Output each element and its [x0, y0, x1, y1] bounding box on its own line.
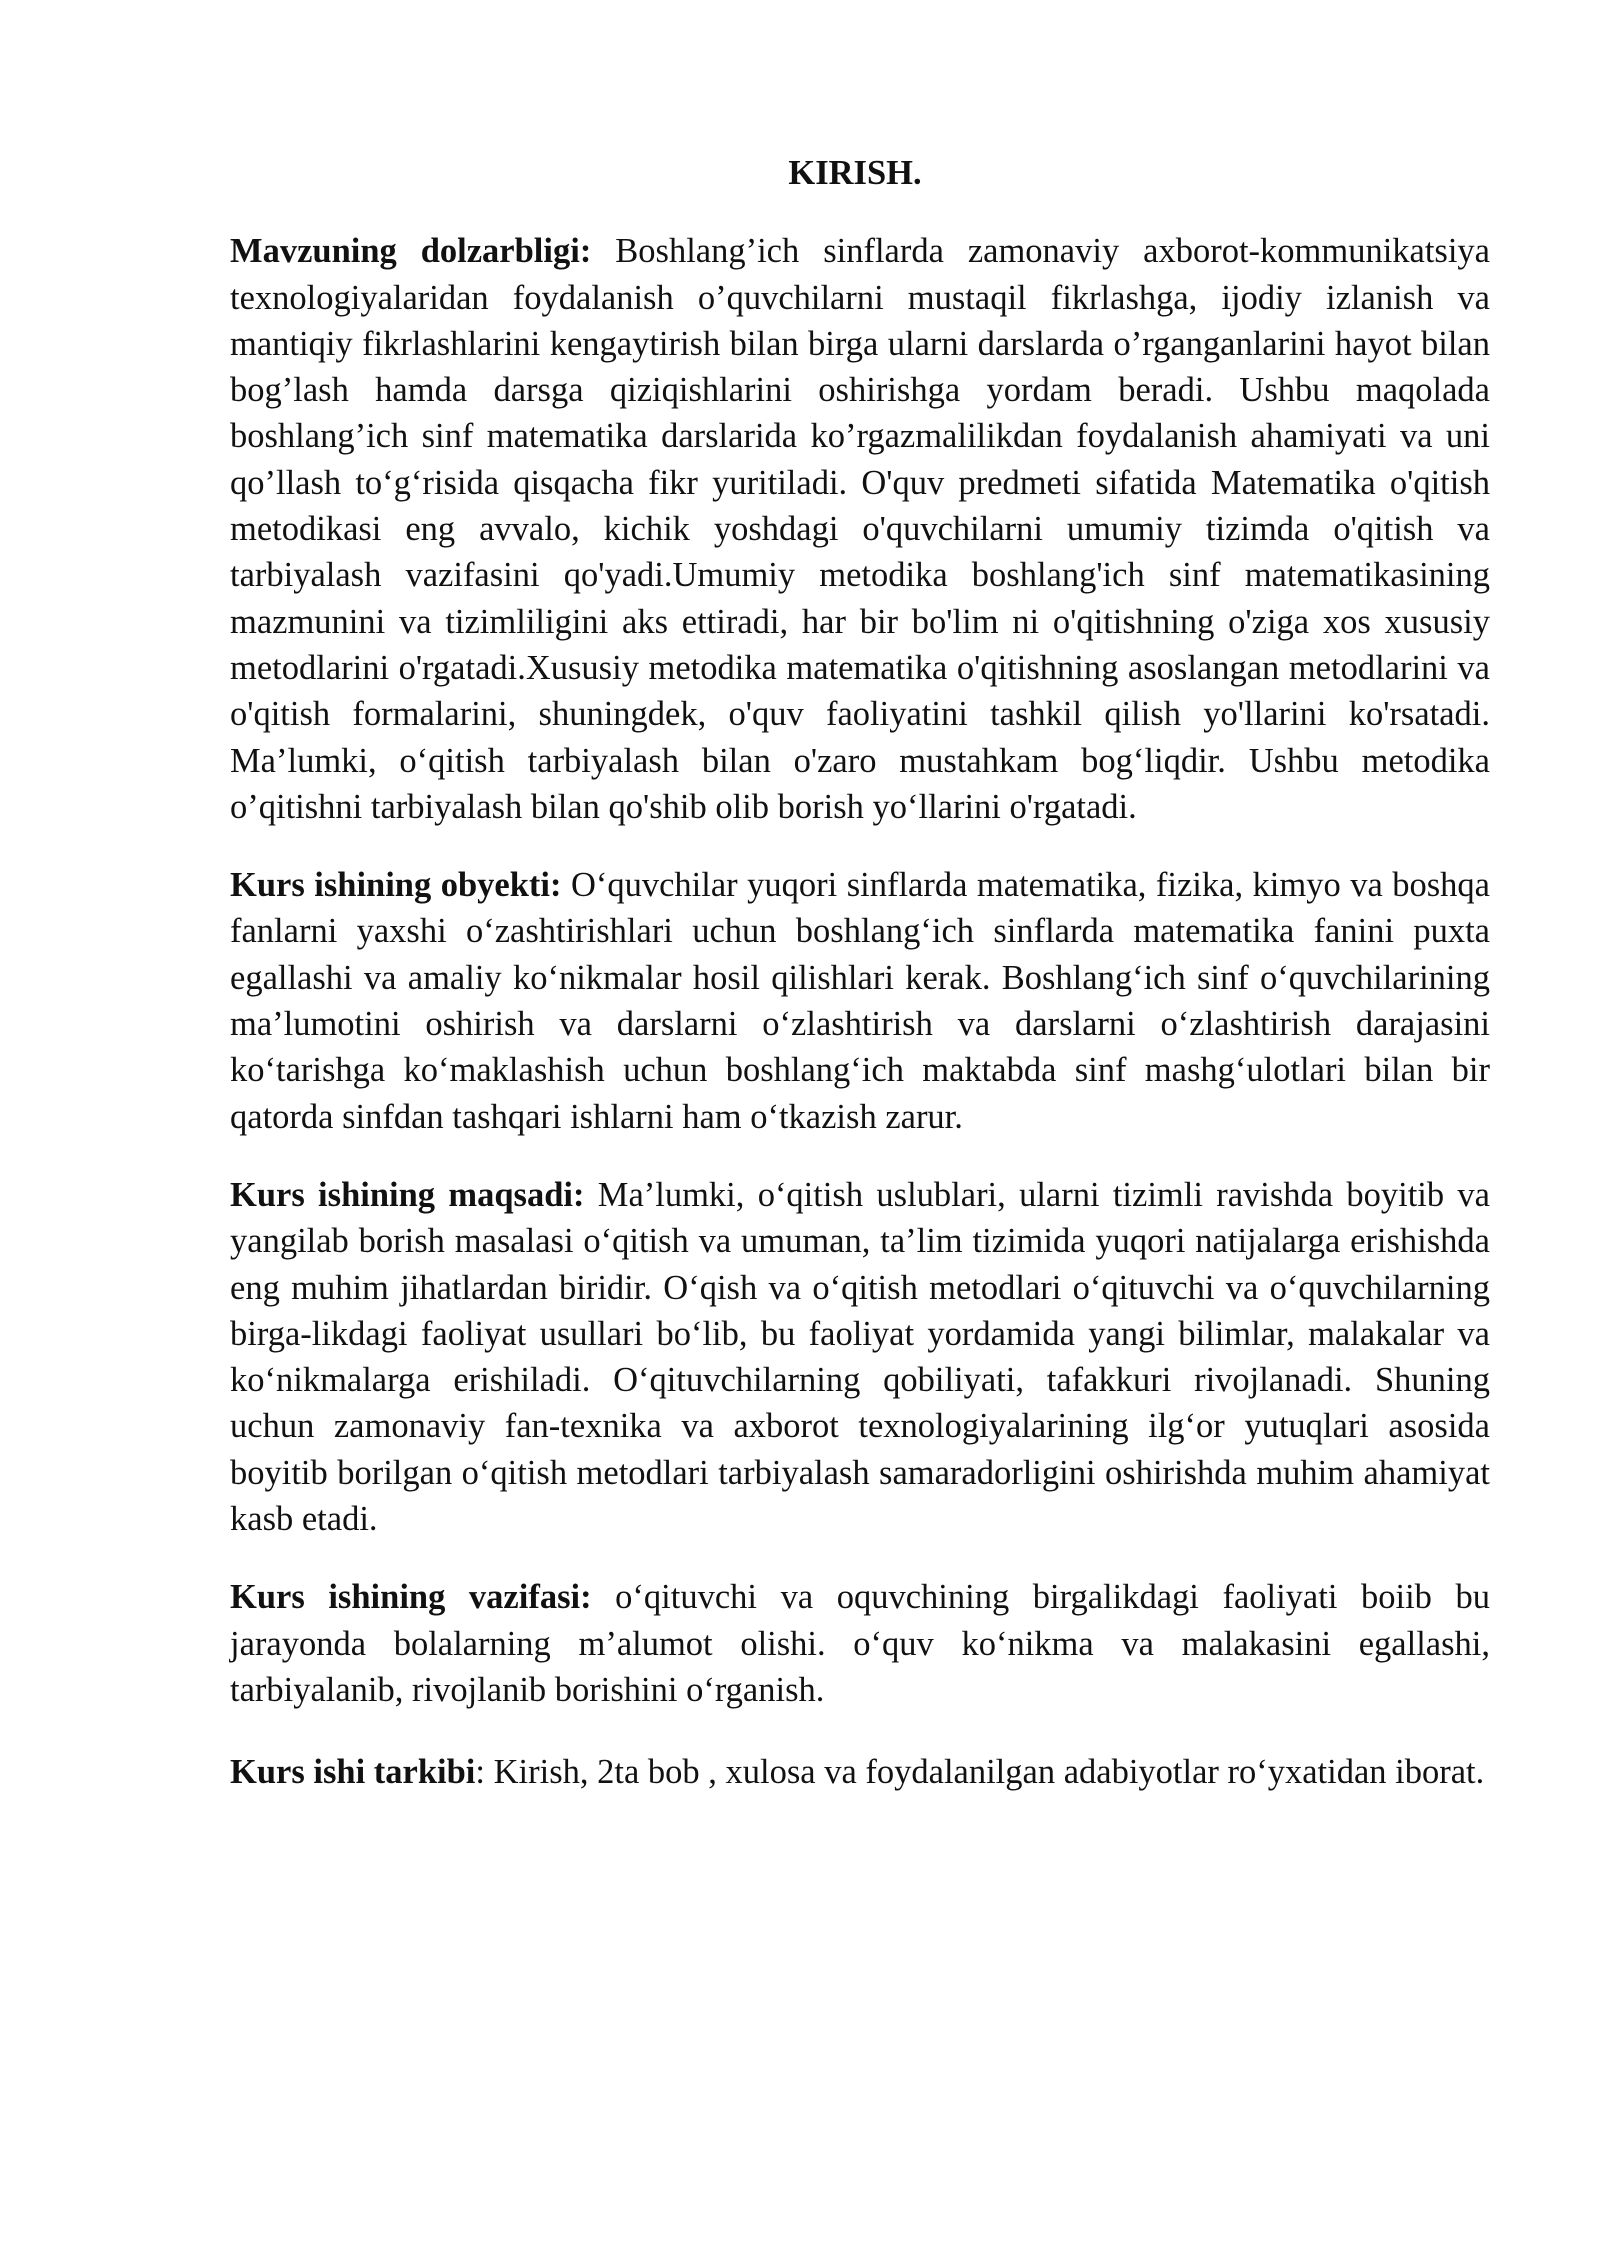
section-object — [230, 862, 1490, 1140]
document-page — [230, 150, 1490, 1837]
section-label: Kurs ishining obyekti: — [230, 866, 562, 905]
section-text: : Kirish, 2ta bob , xulosa va foydalanilgan adabiyotlar ro‘yxatidan iborat. — [475, 1753, 1485, 1792]
section-text: O‘quvchilar yuqori sinflarda matematika, fizika, kimyo va boshqa fanlarni yaxshi o‘zashtirishlari uchun boshlang‘ich sinflarda matematika fanini puxta egallashi va amaliy ko‘nikmalar hosil qilishlari kerak. Boshlang‘ich sinf o‘quvchilarining ma’lumotini oshirish va darslarni o‘zlashtirish va darslarni o‘zlashtirish darajasini ko‘tarishga ko‘maklashish uchun boshlang‘ich maktabda sinf mashg‘ulotlari bilan bir qatorda sinfdan tashqari ishlarni ham o‘tkazish zarur. — [230, 866, 1490, 1136]
section-text: Ma’lumki, o‘qitish uslublari, ularni tizimli ravishda boyitib va yangilab borish masalasi o‘qitish va umuman, ta’lim tizimida yuqori natijalarga erishishda eng muhim jihatlardan biridir. O‘qish va o‘qitish metodlari o‘qituvchi va o‘quvchilarning birga-likdagi faoliyat usullari bo‘lib, bu faoliyat yordamida yangi bilimlar, malakalar va ko‘nikmalarga erishiladi. O‘qituvchilarning qobiliyati, tafakkuri rivojlanadi. Shuning uchun zamonaviy fan-texnika va axborot texnologiyalarining ilg‘or yutuqlari asosida boyitib borilgan o‘qitish metodlari tarbiyalash samaradorligini oshirishda muhim ahamiyat kasb etadi. — [230, 1175, 1490, 1539]
section-label: Kurs ishining maqsadi: — [230, 1175, 585, 1214]
page-title: KIRISH. — [788, 154, 922, 192]
section-goal — [230, 1172, 1490, 1542]
section-label: Kurs ishi tarkibi — [230, 1753, 476, 1792]
section-text: Boshlang’ich sinflarda zamonaviy axborot-kommunikatsiya texnologiyalaridan foydalanish o’quvchilarni mustaqil fikrlashga, ijodiy izlanish va mantiqiy fikrlashlarini kengaytirish bilan birga ularni darslarda o’rganganlarini hayot bilan bog’lash hamda darsga qiziqishlarini oshirishga yordam beradi. Ushbu maqolada boshlang’ich sinf matematika darslarida ko’rgazmalilikdan foydalanish ahamiyati va uni qo’llash to‘g‘risida qisqacha fikr yuritiladi. O'quv predmeti sifatida Matematika o'qitish metodikasi eng avvalo, kichik yoshdagi o'quvchilarni umumiy tizimda o'qitish va tarbiyalash vazifasini qo'yadi.Umumiy metodika boshlang'ich sinf matematikasining mazmunini va tizimliligini aks ettiradi, har bir bo'lim ni o'qitishning o'ziga xos xususiy metodlarini o'rgatadi.Xususiy metodika matematika o'qitishning asoslangan metodlarini va o'qitish formalarini, shuningdek, o'quv faoliyatini tashkil qilish yo'llarini ko'rsatadi. Ma’lumki, o‘qitish tarbiyalash bilan o'zaro mustahkam bog‘liqdir. Ushbu metodika o’qitishni tarbiyalash bilan qo'shib olib borish yo‘llarini o'rgatadi. — [230, 232, 1490, 826]
section-label: Mavzuning dolzarbligi: — [230, 232, 592, 271]
section-label: Kurs ishining vazifasi: — [230, 1578, 592, 1617]
section-structure — [230, 1739, 1490, 1805]
section-text: o‘qituvchi va oquvchining birgalikdagi faoliyati boiib bu jarayonda bolalarning m’alumot olishi. o‘quv ko‘nikma va malakasini egallashi, tarbiyalanib, rivojlanib borishini o‘rganish. — [230, 1578, 1491, 1709]
section-tasks — [230, 1574, 1490, 1713]
section-relevance — [230, 228, 1490, 830]
